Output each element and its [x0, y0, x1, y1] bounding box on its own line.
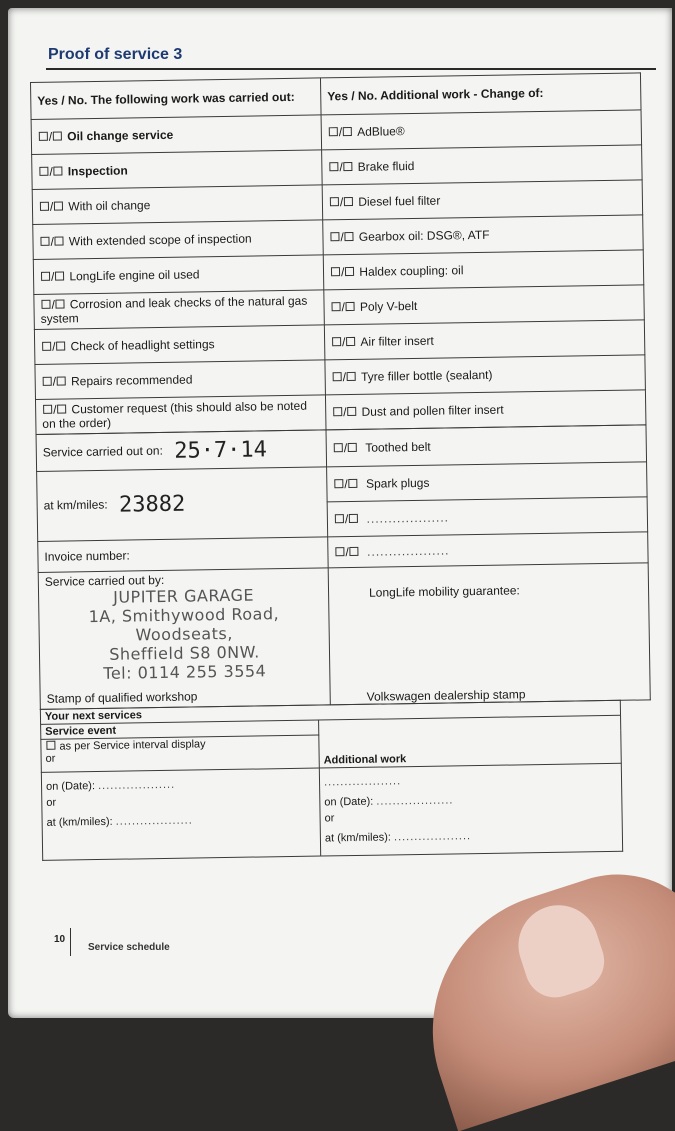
left-item [35, 395, 326, 435]
left-item-label: Oil change service [67, 127, 174, 144]
service-event-label: Service event [41, 720, 319, 739]
service-book-page [8, 8, 672, 1018]
right-item-label: Dust and pollen filter insert [361, 402, 504, 419]
yes-no-checkbox[interactable]: / [330, 300, 356, 314]
next-services-title: Your next services [40, 700, 620, 724]
stamp-line: Woodseats, [135, 623, 233, 645]
yes-no-checkbox[interactable]: / [42, 402, 68, 416]
on-date-label: on (Date): [45, 780, 96, 793]
yes-no-checkbox[interactable]: / [39, 234, 65, 248]
invoice-cell [38, 537, 328, 573]
left-item [33, 255, 324, 295]
yes-no-checkbox[interactable]: / [39, 199, 65, 213]
right-item-label: AdBlue® [357, 124, 405, 139]
yes-no-checkbox[interactable]: / [334, 512, 360, 526]
left-item [34, 325, 325, 365]
right-item-label: Haldex coupling: oil [359, 263, 464, 279]
invoice-label: Invoice number: [44, 548, 130, 564]
on-date-label-right: on (Date): [324, 795, 374, 809]
mobility-label: LongLife mobility guarantee: [368, 583, 520, 600]
service-date-cell [36, 430, 327, 472]
left-item-label: Corrosion and leak checks of the natural gas system [40, 293, 308, 326]
on-date-field-right[interactable]: ................... [376, 794, 454, 808]
service-date-handwritten: 25·7·14 [174, 436, 268, 464]
carried-out-by-label: Service carried out by: [44, 572, 165, 589]
km-handwritten: 23882 [118, 491, 186, 518]
right-item [324, 320, 645, 360]
right-item-blank-2: / ................... [328, 532, 648, 568]
right-item-label: Tyre filler bottle (sealant) [360, 367, 493, 384]
stamp-line: Sheffield S8 0NW. [109, 642, 260, 664]
yes-no-checkbox[interactable]: / [41, 339, 67, 353]
or-text-2: or [46, 796, 57, 809]
or-text-3: or [324, 812, 335, 825]
details-table [36, 424, 651, 710]
right-item-spark-plugs: / Spark plugs [327, 462, 648, 502]
right-item-toothed-belt: / Toothed belt [326, 425, 647, 467]
yes-no-checkbox[interactable]: / [333, 477, 359, 491]
yes-no-checkbox[interactable]: / [332, 405, 358, 419]
km-label: at km/miles: [43, 497, 108, 513]
dealership-label: Volkswagen dealership stamp [366, 687, 526, 704]
workshop-stamp [45, 584, 323, 683]
work-rows [31, 110, 646, 435]
right-item [325, 355, 646, 395]
left-item-label: With oil change [68, 198, 151, 214]
left-item-label: Customer request (this should also be noted on the order) [42, 398, 308, 431]
right-item-label: Gearbox oil: DSG®, ATF [358, 227, 490, 244]
service-interval-option: as per Service interval display or [41, 735, 319, 772]
yes-no-checkbox[interactable]: / [328, 125, 354, 139]
footer-label: Service schedule [88, 942, 170, 953]
yes-no-checkbox[interactable]: / [40, 297, 66, 311]
left-item-label: LongLife engine oil used [69, 267, 200, 284]
qualified-workshop-label: Stamp of qualified workshop [46, 689, 198, 706]
mobility-cell [328, 563, 650, 705]
carried-out-by-cell [38, 568, 330, 710]
yes-no-checkbox[interactable]: / [331, 335, 357, 349]
footer-divider [70, 928, 71, 956]
yes-no-checkbox[interactable]: / [330, 265, 356, 279]
page-number: 10 [54, 934, 66, 945]
right-item-label: Poly V-belt [359, 298, 418, 314]
left-header: Yes / No. The following work was carried out: [31, 78, 322, 120]
right-item [322, 180, 643, 220]
yes-no-checkbox[interactable]: / [329, 230, 355, 244]
right-item-label: Air filter insert [360, 333, 434, 349]
page-title: Proof of service 3 [48, 46, 183, 63]
left-item [34, 290, 325, 330]
at-km-label: at (km/miles): [46, 815, 113, 829]
left-item-label: With extended scope of inspection [68, 231, 252, 249]
yes-no-checkbox[interactable]: / [332, 370, 358, 384]
right-item [322, 145, 643, 185]
service-form [30, 72, 662, 861]
at-km-label-right: at (km/miles): [324, 831, 392, 845]
on-date-field[interactable]: ................... [97, 778, 176, 793]
right-header: Yes / No. Additional work - Change of: [320, 73, 641, 115]
yes-no-checkbox[interactable]: / [333, 441, 359, 455]
stamp-line: JUPITER GARAGE [113, 585, 255, 607]
work-table [30, 72, 646, 435]
left-item [32, 185, 323, 225]
right-item [323, 215, 644, 255]
right-item [324, 285, 645, 325]
left-item-label: Inspection [67, 163, 128, 179]
service-date-label: Service carried out on: [42, 443, 163, 460]
or-text-1: or [45, 752, 56, 765]
stamp-line: Tel: 0114 255 3554 [103, 661, 267, 683]
right-item [325, 390, 646, 430]
additional-work-field[interactable]: ................... [323, 775, 402, 789]
left-item [31, 115, 322, 155]
next-services-table [40, 700, 623, 861]
right-item-blank-1: / ................... [327, 497, 648, 537]
stamp-line: 1A, Smithywood Road, [88, 604, 280, 627]
next-left-details [41, 768, 320, 860]
left-item-label: Check of headlight settings [70, 337, 215, 354]
yes-no-checkbox[interactable]: / [38, 164, 64, 178]
right-item-label: Diesel fuel filter [358, 193, 441, 209]
at-km-field-right[interactable]: ................... [393, 830, 472, 844]
next-right-details [319, 763, 622, 856]
additional-work-label: Additional work [319, 715, 622, 768]
right-item [323, 250, 644, 290]
yes-no-checkbox[interactable]: / [329, 195, 355, 209]
yes-no-checkbox[interactable]: / [328, 160, 354, 174]
left-item [33, 220, 324, 260]
interval-checkbox[interactable] [46, 741, 55, 750]
left-item-label: Repairs recommended [70, 372, 193, 389]
right-item-label: Brake fluid [357, 158, 415, 174]
yes-no-checkbox[interactable]: / [334, 545, 360, 559]
km-cell [37, 467, 328, 542]
title-divider [46, 68, 656, 70]
yes-no-checkbox[interactable]: / [40, 269, 66, 283]
right-item [321, 110, 642, 150]
yes-no-checkbox[interactable]: / [38, 129, 64, 143]
at-km-field[interactable]: ................... [115, 814, 193, 828]
left-item [32, 150, 323, 190]
left-item [35, 360, 326, 400]
yes-no-checkbox[interactable]: / [42, 374, 68, 388]
